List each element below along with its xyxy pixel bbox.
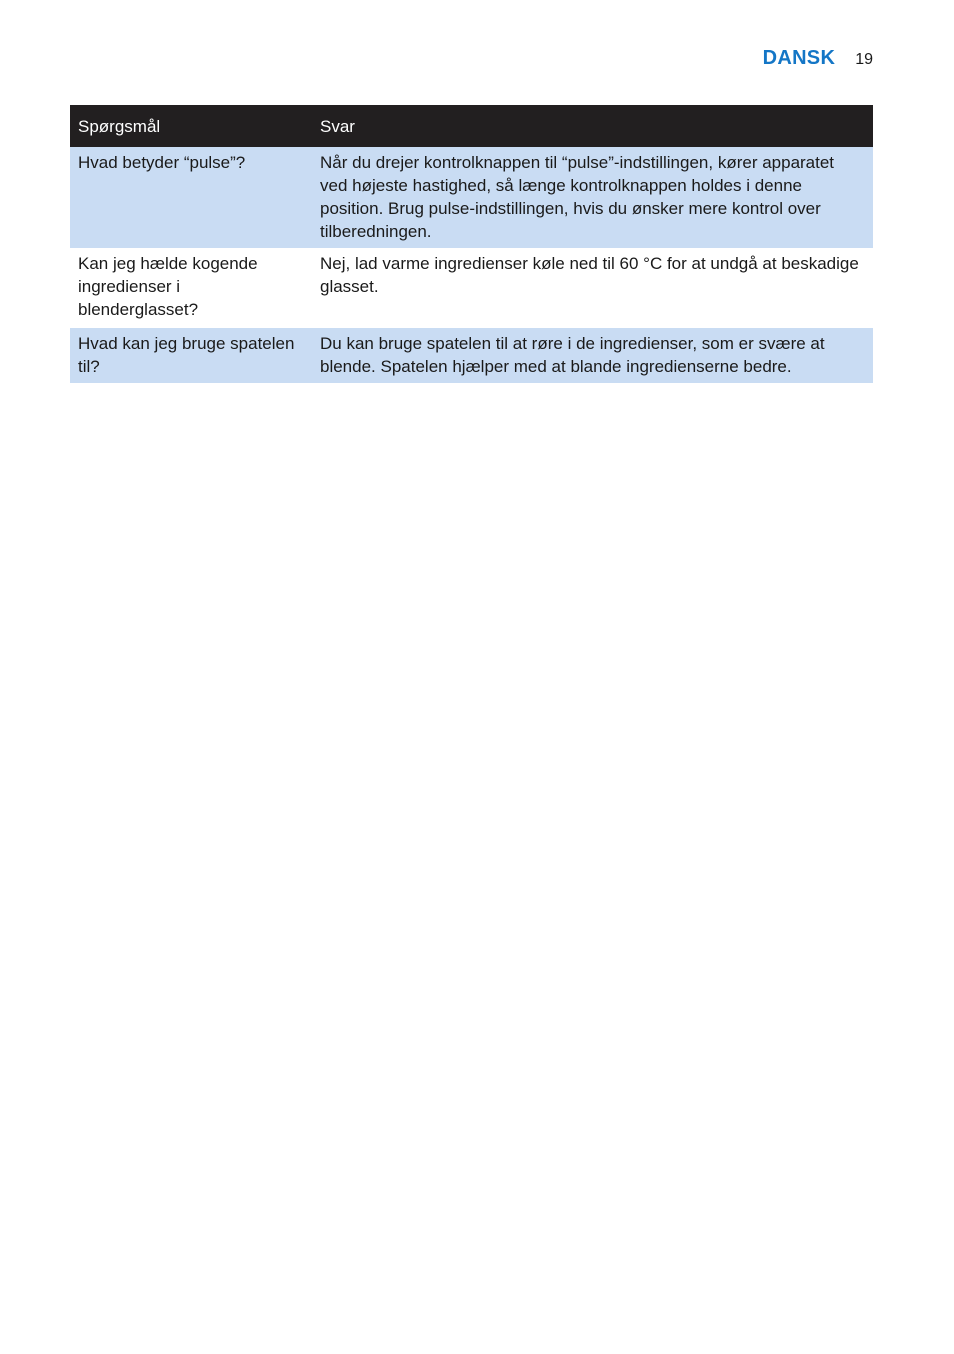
column-header-answer: Svar <box>320 116 355 136</box>
faq-table <box>70 105 873 383</box>
table-row <box>70 147 873 248</box>
column-header-question: Spørgsmål <box>78 116 161 136</box>
answer-cell: Når du drejer kontrolknappen til “pulse”-indstillingen, kører apparatet ved højeste hastighed, så længe kontrolknappen holdes i denne position. Brug pulse-indstillingen, hvis du ønsker mere kontrol over tilberedningen. <box>320 153 835 241</box>
table-header-row <box>70 105 873 147</box>
section-title: DANSK <box>762 47 836 69</box>
page-header <box>763 47 873 70</box>
answer-cell: Du kan bruge spatelen til at røre i de ingredienser, som er svære at blende. Spatelen hjælper med at blande ingredienserne bedre. <box>320 334 825 376</box>
question-cell: Hvad betyder “pulse”? <box>78 153 246 172</box>
question-cell: Kan jeg hælde kogende ingredienser i blenderglasset? <box>78 254 258 319</box>
table-row <box>70 248 873 328</box>
answer-cell: Nej, lad varme ingredienser køle ned til 60 °C for at undgå at beskadige glasset. <box>320 254 859 296</box>
page-number: 19 <box>855 51 873 68</box>
question-cell: Hvad kan jeg bruge spatelen til? <box>78 334 295 376</box>
table-row <box>70 328 873 383</box>
